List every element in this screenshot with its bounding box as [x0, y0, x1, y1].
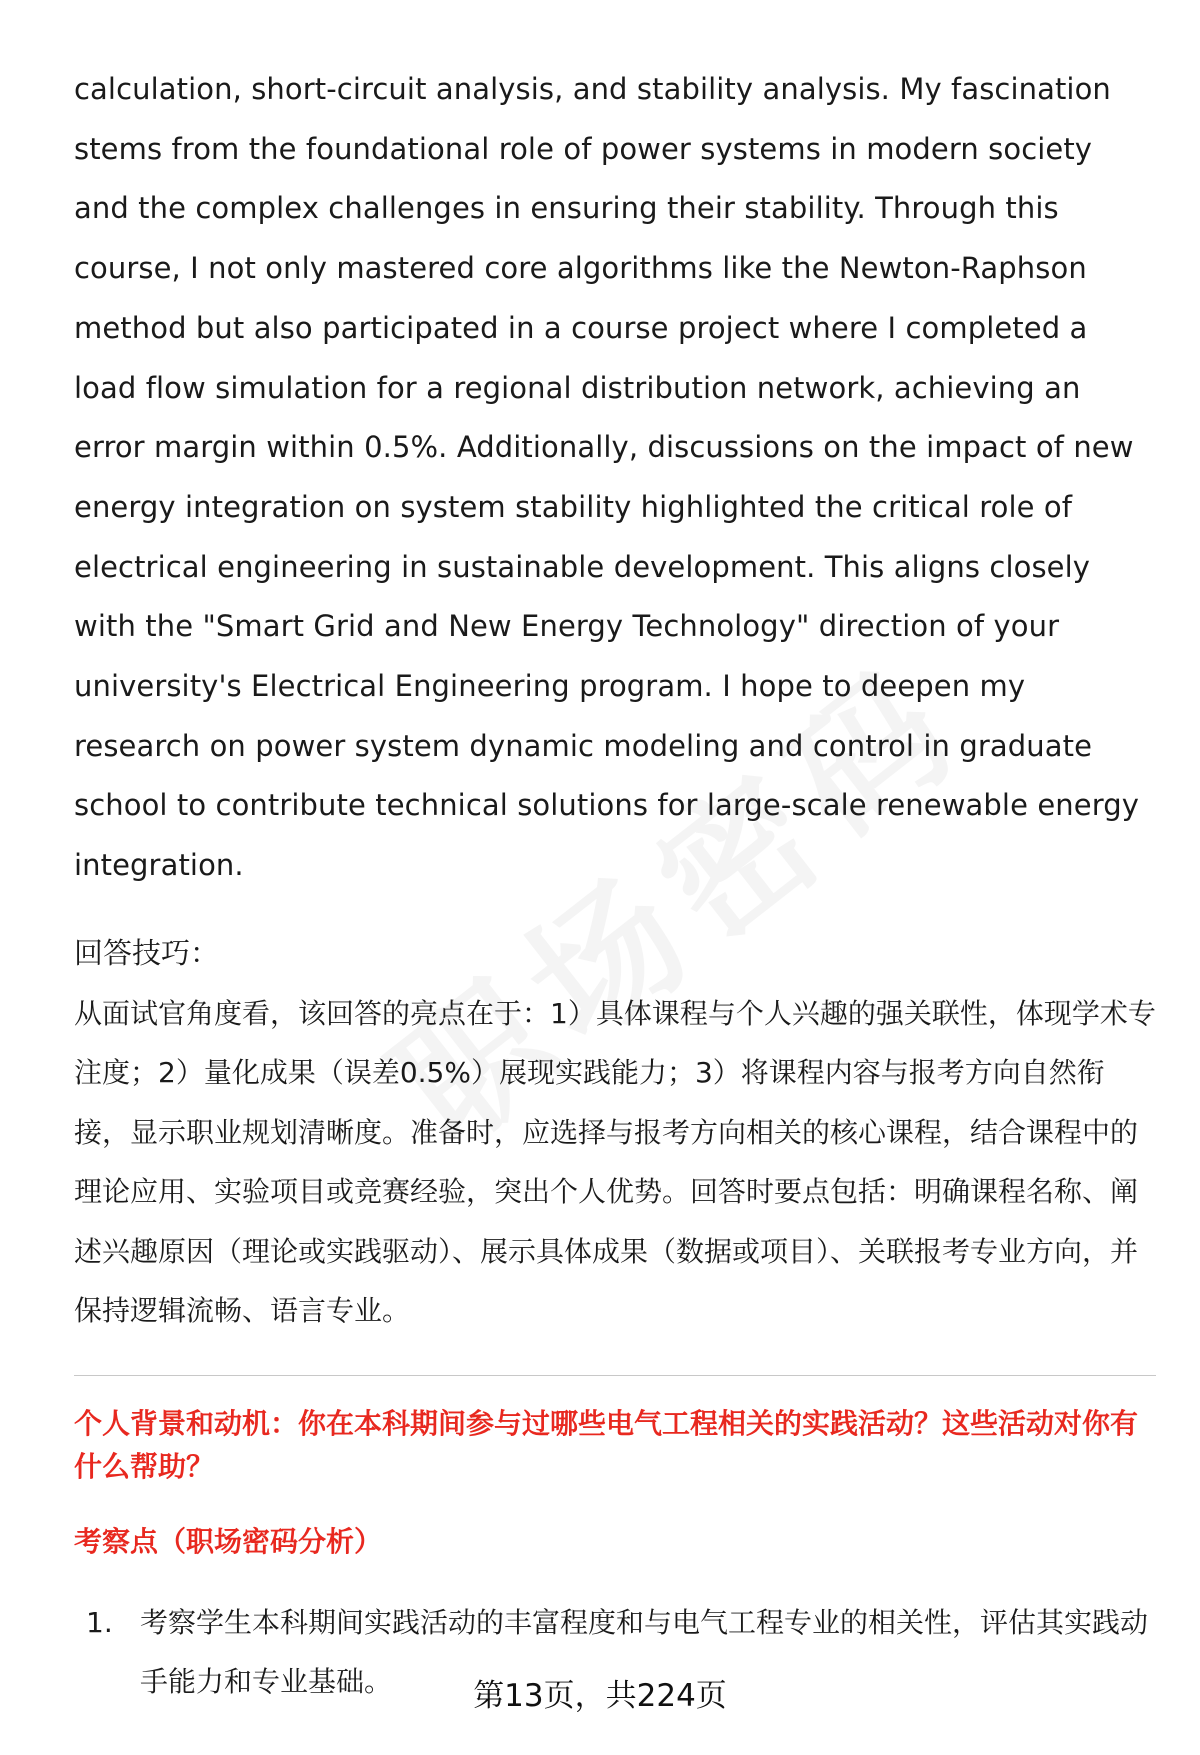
tips-body: 从面试官角度看，该回答的亮点在于：1）具体课程与个人兴趣的强关联性，体现学术专注度；2）量化成果（误差0.5%）展现实践能力；3）将课程内容与报考方向自然衔接，显示职业规划清晰度。准备时，应选择与报考方向相关的核心课程，结合课程中的理论应用、实验项目或竞赛经验，突出个人优势。回答时要点包括：明确课程名称、阐述兴趣原因（理论或实践驱动）、展示具体成果（数据或项目）、关联报考专业方向，并保持逻辑流畅、语言专业。 [74, 996, 1156, 1328]
tips-title: 回答技巧： [74, 935, 220, 970]
page-content [74, 60, 1156, 1711]
answer-paragraph: calculation, short-circuit analysis, and stability analysis. My fascination stems from the foundational role of power systems in modern society and the complex challenges in ensuring their stability. Through this course, I not only mastered core algorithms like the Newton-Raphson method but also participated in a course project where I completed a load flow simulation for a regional distribution network, achieving an error margin within 0.5%. Additionally, discussions on the impact of new energy integration on system stability highlighted the critical role of electrical engineering in sustainable development. This aligns closely with the "Smart Grid and New Energy Technology" direction of your university's Electrical Engineering program. I hope to deepen my research on power system dynamic modeling and control in graduate school to contribute technical solutions for large-scale renewable energy integration. [74, 72, 1139, 883]
section-label: 考察点（职场密码分析） [74, 1524, 383, 1558]
list-text: 考察学生本科期间实践活动的丰富程度和与电气工程专业的相关性，评估其实践动手能力和专业基础。 [140, 1605, 1149, 1698]
question-heading: 个人背景和动机：你在本科期间参与过哪些电气工程相关的实践活动？这些活动对你有什么帮助？ [74, 1406, 1139, 1483]
page-number: 第13页，共224页 [473, 1678, 727, 1714]
section-divider [74, 1375, 1156, 1376]
list-number: 1. [86, 1605, 113, 1639]
